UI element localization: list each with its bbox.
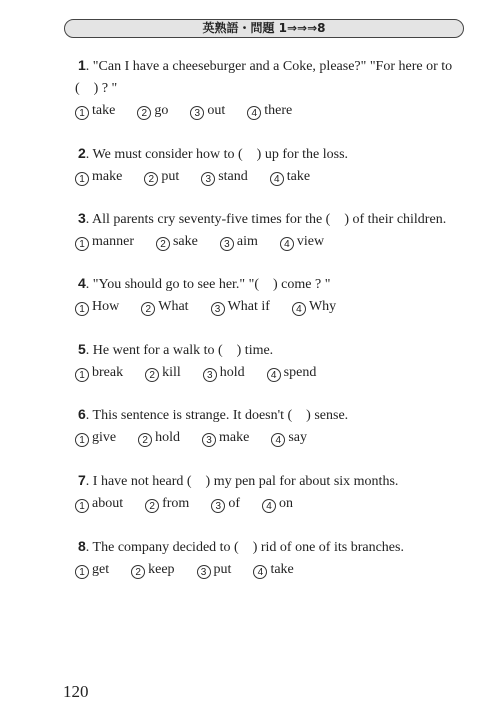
question-4 [78, 272, 470, 318]
option-label: kill [162, 365, 181, 380]
option[interactable] [271, 427, 307, 449]
option[interactable] [190, 100, 225, 122]
option-label: put [161, 169, 180, 184]
question-text: The company decided to ( ) rid of one of its branches. [92, 540, 404, 555]
option-number-circle: 3 [203, 368, 217, 382]
answer-options [75, 362, 470, 384]
option-label: How [92, 299, 120, 314]
option-number-circle: 3 [190, 106, 204, 120]
option[interactable] [211, 493, 240, 515]
question-text: I have not heard ( ) my pen pal for about six months. [92, 474, 399, 489]
question-number: 8 [78, 538, 86, 554]
question-text-line: 1. "Can I have a cheeseburger and a Coke, please?" "For here or to [78, 57, 453, 74]
answer-options [75, 231, 470, 253]
question-text-line: 8. The company decided to ( ) rid of one of its branches. [78, 538, 404, 555]
option[interactable] [201, 166, 248, 188]
option[interactable] [75, 231, 134, 253]
option[interactable] [75, 427, 116, 449]
option[interactable] [141, 296, 188, 318]
option-label: sake [172, 234, 198, 249]
option-label: say [288, 430, 307, 445]
option[interactable] [75, 559, 109, 581]
option-number-circle: 4 [280, 237, 294, 251]
option-label: hold [155, 430, 180, 445]
question-1 [75, 54, 470, 122]
option[interactable] [262, 493, 293, 515]
option-number-circle: 4 [292, 302, 306, 316]
option-number-circle: 2 [156, 237, 170, 251]
option-label: take [286, 169, 311, 184]
page-number: 120 [63, 682, 89, 701]
answer-options [75, 296, 470, 318]
question-number: 4 [78, 275, 86, 291]
question-8 [78, 535, 470, 581]
option-label: give [92, 430, 117, 445]
option-number-circle: 3 [201, 172, 215, 186]
option[interactable] [145, 493, 189, 515]
option[interactable] [197, 559, 232, 581]
question-2 [78, 142, 470, 188]
option[interactable] [203, 362, 245, 384]
option[interactable] [75, 100, 115, 122]
option[interactable] [75, 296, 119, 318]
page-header [64, 19, 464, 38]
option-number-circle: 2 [137, 106, 151, 120]
option-label: of [228, 496, 240, 511]
option-label: break [92, 365, 124, 380]
option-label: keep [148, 562, 175, 577]
option[interactable] [253, 559, 293, 581]
question-text-line [75, 78, 470, 100]
option-number-circle: 1 [75, 433, 89, 447]
option-number-circle: 1 [75, 565, 89, 579]
question-text: We must consider how to ( ) up for the loss. [92, 147, 349, 162]
option[interactable] [202, 427, 249, 449]
answer-options [75, 166, 470, 188]
option-label: make [219, 430, 250, 445]
option-label: there [264, 103, 293, 118]
option-label: about [92, 496, 124, 511]
option-label: view [296, 234, 325, 249]
option-number-circle: 2 [145, 499, 159, 513]
option-label: get [92, 562, 110, 577]
option-number-circle: 1 [75, 499, 89, 513]
answer-options [75, 100, 470, 122]
option-number-circle: 3 [220, 237, 234, 251]
question-text-line: 2. We must consider how to ( ) up for the loss. [78, 145, 349, 162]
option-number-circle: 4 [247, 106, 261, 120]
option-label: What if [227, 299, 270, 314]
question-text-line: 7. I have not heard ( ) my pen pal for about six months. [78, 472, 399, 489]
question-text: ( ) ? " [75, 81, 118, 96]
option[interactable] [292, 296, 336, 318]
option-label: stand [218, 169, 248, 184]
question-3 [78, 207, 470, 253]
question-text: "Can I have a cheeseburger and a Coke, please?" "For here or to [92, 59, 453, 74]
option-number-circle: 1 [75, 368, 89, 382]
option-number-circle: 1 [75, 237, 89, 251]
answer-options [75, 493, 470, 515]
question-text-line: 5. He went for a walk to ( ) time. [78, 341, 274, 358]
question-text-line: 6. This sentence is strange. It doesn't ( ) sense. [78, 406, 349, 423]
question-7 [78, 469, 470, 515]
option-number-circle: 3 [202, 433, 216, 447]
question-number: 3 [78, 210, 86, 226]
option[interactable] [75, 362, 123, 384]
option-number-circle: 2 [144, 172, 158, 186]
question-text: This sentence is strange. It doesn't ( ) sense. [92, 408, 349, 423]
option[interactable] [247, 100, 292, 122]
option-number-circle: 4 [262, 499, 276, 513]
option-number-circle: 2 [138, 433, 152, 447]
option[interactable] [211, 296, 270, 318]
question-number: 1 [78, 57, 86, 73]
question-text: All parents cry seventy-five times for the ( ) of their children. [92, 212, 447, 227]
option-number-circle: 4 [267, 368, 281, 382]
option[interactable] [131, 559, 174, 581]
option[interactable] [137, 100, 168, 122]
option-number-circle: 4 [271, 433, 285, 447]
option-label: aim [236, 234, 258, 249]
option-number-circle: 1 [75, 106, 89, 120]
option[interactable] [270, 166, 310, 188]
question-5 [78, 338, 470, 384]
option[interactable] [144, 166, 179, 188]
option-label: go [154, 103, 169, 118]
option-label: take [92, 103, 116, 118]
question-number: 7 [78, 472, 86, 488]
header-title: 英熟語・問題 1⇒⇒⇒8 [202, 21, 326, 35]
option-label: put [213, 562, 232, 577]
option[interactable] [138, 427, 180, 449]
question-number: 5 [78, 341, 86, 357]
option-number-circle: 4 [270, 172, 284, 186]
question-number: 6 [78, 406, 86, 422]
answer-options [75, 559, 470, 581]
option-label: take [270, 562, 294, 577]
option-label: from [162, 496, 190, 511]
question-6 [78, 403, 470, 449]
option-number-circle: 3 [211, 302, 225, 316]
option[interactable] [145, 362, 181, 384]
option[interactable] [280, 231, 324, 253]
option-number-circle: 2 [141, 302, 155, 316]
question-number: 2 [78, 145, 86, 161]
option-label: What [158, 299, 189, 314]
option-label: spend [283, 365, 317, 380]
option-number-circle: 3 [197, 565, 211, 579]
option-number-circle: 4 [253, 565, 267, 579]
question-text-line: 3. All parents cry seventy-five times for the ( ) of their children. [78, 210, 447, 227]
option-label: on [279, 496, 293, 511]
option-label: hold [219, 365, 245, 380]
answer-options [75, 427, 470, 449]
option-label: Why [308, 299, 337, 314]
option-label: out [207, 103, 226, 118]
question-text: "You should go to see her." "( ) come ? " [92, 277, 331, 292]
option-number-circle: 2 [131, 565, 145, 579]
question-text: He went for a walk to ( ) time. [92, 343, 274, 358]
option-number-circle: 1 [75, 172, 89, 186]
option[interactable] [156, 231, 198, 253]
option[interactable] [267, 362, 317, 384]
option-number-circle: 1 [75, 302, 89, 316]
option[interactable] [75, 493, 123, 515]
option-number-circle: 2 [145, 368, 159, 382]
option-label: manner [92, 234, 134, 249]
question-text-line: 4. "You should go to see her." "( ) come ? " [78, 275, 331, 292]
option[interactable] [75, 166, 122, 188]
option-number-circle: 3 [211, 499, 225, 513]
option-label: make [92, 169, 123, 184]
option[interactable] [220, 231, 258, 253]
